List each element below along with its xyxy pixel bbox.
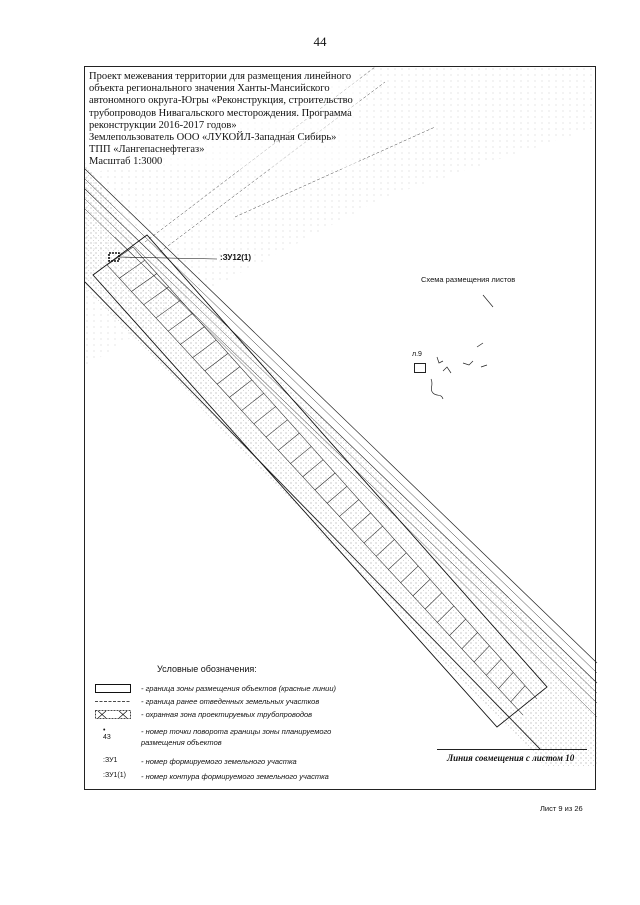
title-line: автономного округа-Югры «Реконструкция, строительство	[89, 95, 353, 107]
legend-text: - граница ранее отведенных земельных участков	[141, 697, 320, 706]
scheme-title: Схема размещения листов	[421, 275, 516, 284]
legend-text: размещения объектов	[141, 738, 222, 747]
scheme-sheet-label: л.9	[412, 351, 422, 358]
legend-symbol-red-lines	[95, 684, 131, 693]
legend-symbol-protection-zone	[95, 710, 131, 719]
legend-text: - граница зоны размещения объектов (красные линии)	[141, 684, 337, 693]
legend-text: - номер точки поворота границы зоны планируемого	[141, 727, 332, 736]
parcel-label: :ЗУ12(1)	[220, 253, 252, 262]
land-user-line: Землепользователь ООО «ЛУКОЙЛ-Западная Сибирь»	[89, 132, 337, 144]
combine-line-divider	[437, 749, 587, 750]
tpp-line: ТПП «Лангепаснефтегаз»	[89, 144, 205, 156]
scheme-sketch	[431, 343, 487, 399]
scheme-sheet-box	[414, 363, 426, 373]
legend-point-code: • 43	[103, 727, 111, 741]
legend-title: Условные обозначения:	[157, 664, 257, 674]
legend-contour-code: :ЗУ1(1)	[103, 772, 126, 779]
sheet-number: Лист 9 из 26	[540, 804, 583, 813]
legend-parcel-code: :ЗУ1	[103, 757, 118, 764]
title-line: Проект межевания территории для размещения линейного	[89, 71, 352, 82]
survey-map	[85, 67, 597, 791]
legend-text: - охранная зона проектируемых трубопроводов	[141, 710, 313, 719]
scheme-arrow-line	[483, 295, 493, 307]
page-number: 44	[313, 34, 327, 49]
map-sheet-frame	[84, 66, 596, 813]
title-line: объекта регионального значения Ханты-Мансийского	[89, 83, 330, 95]
legend-symbol-prior-parcels	[95, 697, 131, 706]
combine-line-label: Линия совмещения с листом 10	[447, 753, 575, 763]
title-line: трубопроводов Нивагальского месторождения. Программа	[89, 107, 352, 119]
legend-text: - номер контура формируемого земельного участка	[141, 772, 329, 781]
document-title-block	[89, 71, 359, 169]
legend-text: - номер формируемого земельного участка	[141, 757, 297, 766]
scale-line: Масштаб 1:3000	[89, 156, 163, 168]
title-line: реконструкции 2016-2017 годов»	[89, 119, 237, 131]
